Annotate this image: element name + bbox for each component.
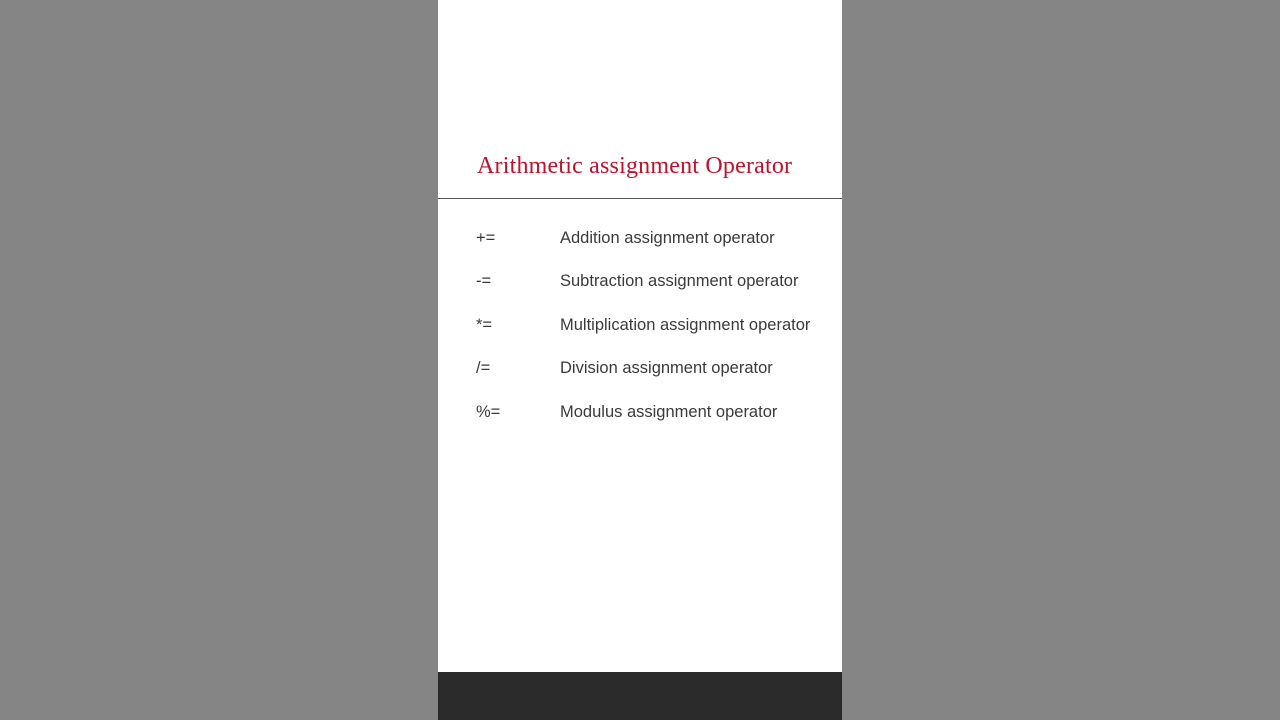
operator-row [438,313,842,356]
slide [438,0,842,672]
operator-symbol: -= [476,272,492,291]
operator-row [438,400,842,443]
operator-description: Addition assignment operator [560,229,775,247]
operator-symbol: %= [476,402,501,421]
operator-description: Division assignment operator [560,359,773,378]
operator-symbol: /= [476,359,491,378]
operator-symbol: += [476,229,496,247]
title-divider [438,198,842,199]
operator-list [438,226,842,443]
operator-symbol: *= [476,315,493,334]
bottom-bar [438,672,842,720]
operator-row [438,269,842,312]
operator-row [438,226,842,269]
slide-title: Arithmetic assignment Operator [477,153,793,179]
operator-description: Subtraction assignment operator [560,272,799,291]
operator-description: Modulus assignment operator [560,402,778,421]
operator-row [438,356,842,399]
operator-description: Multiplication assignment operator [560,315,811,334]
